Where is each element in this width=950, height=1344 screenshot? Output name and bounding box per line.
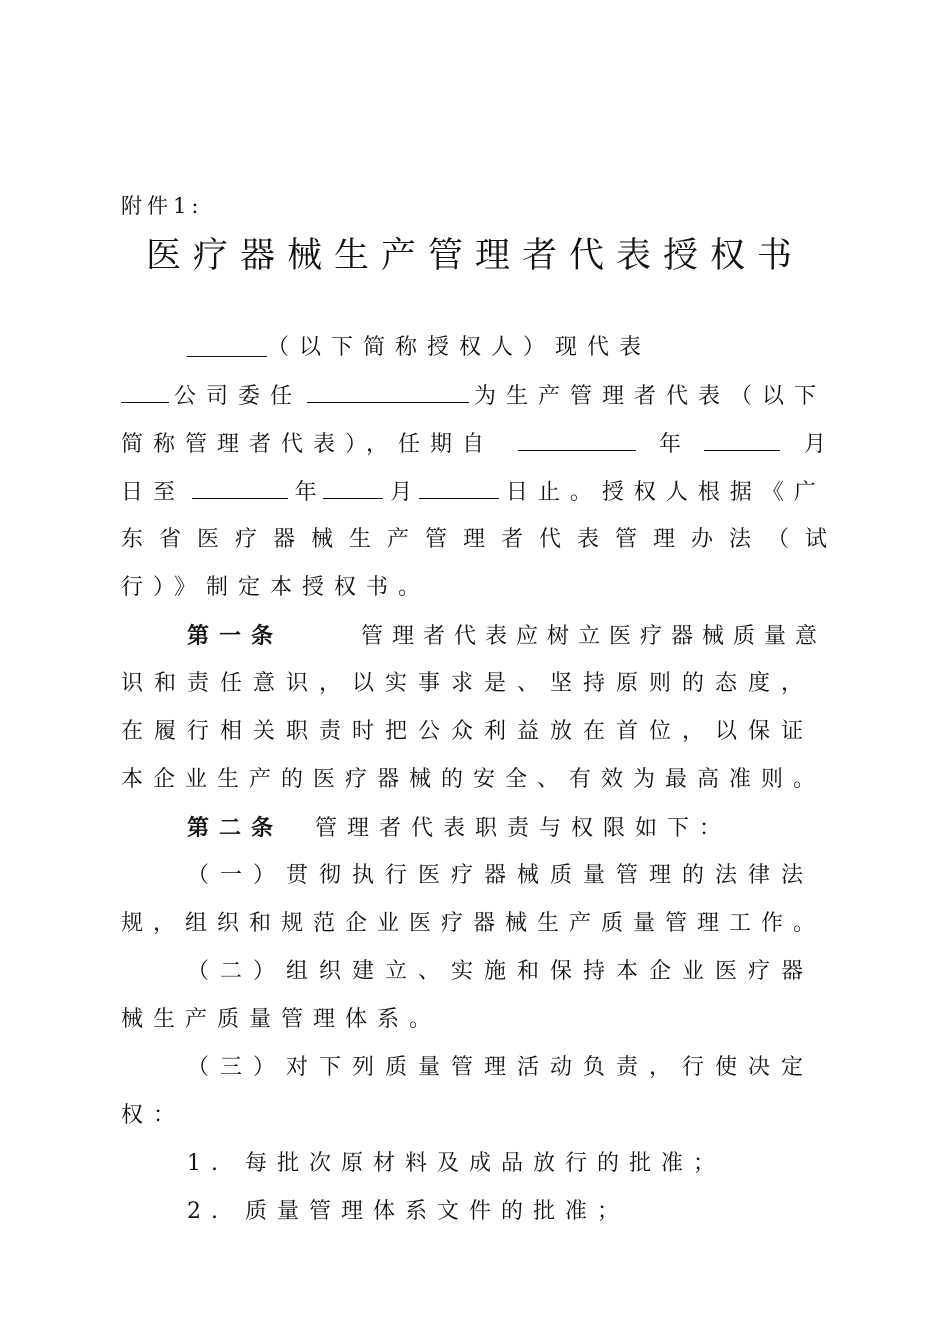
intro-text: 月	[390, 480, 413, 505]
intro-text: 日止。授权人根据《广	[505, 480, 826, 505]
article2-sub-item-2: 2. 质量管理体系文件的批准；	[187, 1199, 629, 1224]
authorizer-blank[interactable]	[187, 330, 267, 357]
start-month-blank[interactable]	[704, 424, 780, 451]
intro-text: 日至	[121, 480, 186, 505]
end-year-blank[interactable]	[192, 472, 288, 499]
intro-line-1	[121, 328, 826, 368]
article1-text: 管理者代表应树立医疗器械质量意	[360, 624, 826, 649]
article2-intro: 管理者代表职责与权限如下：	[315, 816, 732, 841]
end-day-blank[interactable]	[419, 472, 499, 499]
intro-text: 为生产管理者代表（以下	[473, 384, 826, 409]
intro-line-6	[121, 568, 826, 608]
representative-name-blank[interactable]	[307, 376, 469, 403]
article2-item3-line-2: 权：	[121, 1103, 186, 1128]
intro-text: 年	[658, 432, 681, 457]
article2-item1-line-2: 规，组织和规范企业医疗器械生产质量管理工作。	[121, 911, 826, 936]
intro-line-3	[121, 424, 826, 464]
article1-line-3: 在履行相关职责时把公众利益放在首位，以保证	[121, 719, 815, 744]
intro-text: 年	[294, 480, 317, 505]
article2-item2-line-1: （二）组织建立、实施和保持本企业医疗器	[187, 959, 815, 984]
article2-sub-item-1: 1. 每批次原材料及成品放行的批准；	[187, 1151, 725, 1176]
intro-text: 行）》制定本授权书。	[121, 575, 431, 600]
intro-text: 公司委任	[173, 384, 302, 409]
end-month-blank[interactable]	[323, 472, 383, 499]
start-year-blank[interactable]	[518, 424, 636, 451]
company-blank[interactable]	[121, 376, 169, 403]
intro-text: 月	[803, 432, 826, 457]
annex-label: 附件1:	[121, 194, 204, 218]
intro-text: 东省医疗器械生产管理者代表管理办法（试	[121, 527, 844, 552]
intro-line-4	[121, 472, 826, 512]
intro-text: 简称管理者代表），任期自	[121, 432, 495, 457]
article1-heading: 第一条	[187, 623, 284, 649]
page-title: 医疗器械生产管理者代表授权书	[145, 236, 804, 276]
article1-line-4: 本企业生产的医疗器械的安全、有效为最高准则。	[121, 767, 826, 792]
article1-line-1	[121, 616, 826, 656]
intro-line-5	[121, 520, 844, 560]
article2-heading: 第二条	[187, 815, 284, 841]
intro-text: （以下简称授权人）现代表	[267, 335, 652, 360]
article2-item2-line-2: 械生产质量管理体系。	[121, 1007, 442, 1032]
article2-line-1	[121, 808, 826, 848]
article1-line-2: 识和责任意识，以实事求是、坚持原则的态度，	[121, 671, 815, 696]
article2-item3-line-1: （三）对下列质量管理活动负责，行使决定	[187, 1055, 815, 1080]
intro-line-2	[121, 376, 826, 416]
article2-item1-line-1: （一）贯彻执行医疗器械质量管理的法律法	[187, 863, 815, 888]
